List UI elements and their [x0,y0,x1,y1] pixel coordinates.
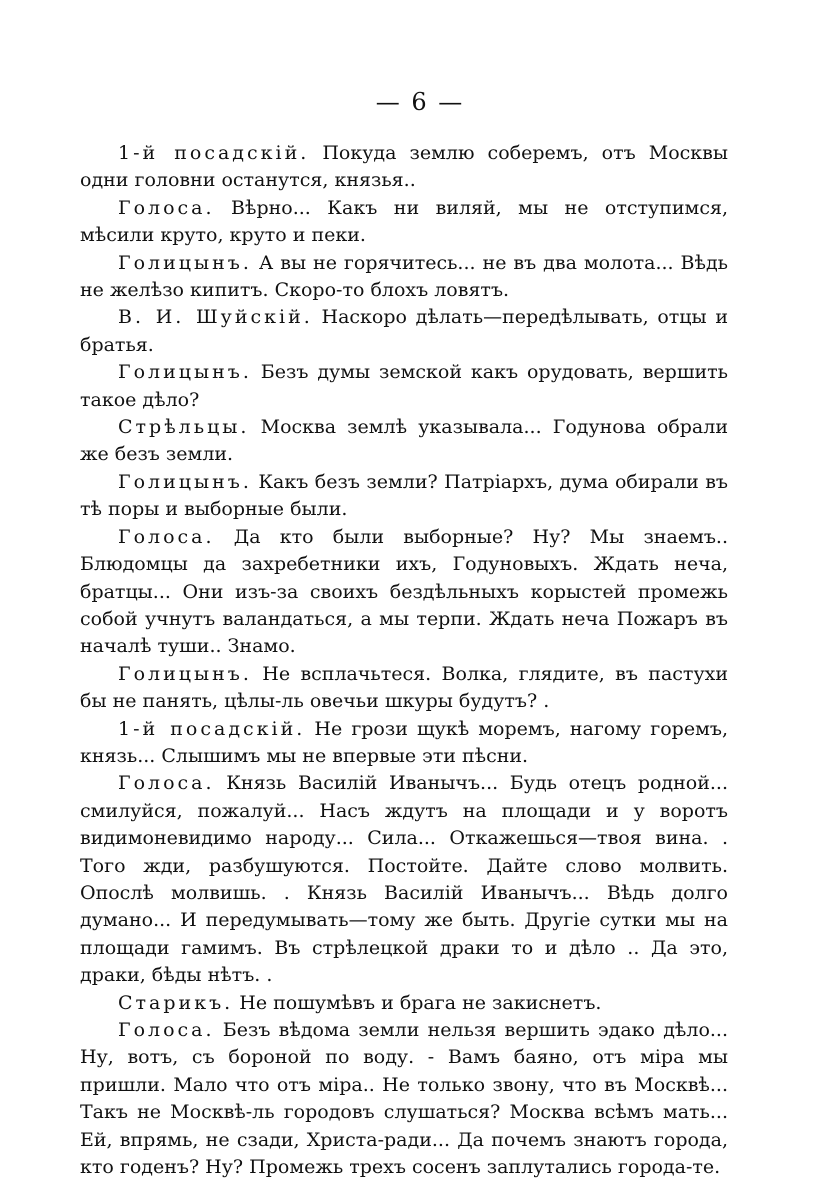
play-text [80,140,728,1181]
speaker-name: Стрѣльцы. [118,416,250,439]
dialogue-line: Наскоро дѣлать—передѣлывать, отцы и братья. [80,306,728,356]
dialogue-paragraph [80,195,728,250]
speaker-name: Голицынъ. [118,251,252,274]
speaker-name: Старикъ. [118,991,234,1014]
dialogue-paragraph [80,250,728,305]
dialogue-line: Какъ безъ земли? Патріархъ, дума обирали въ тѣ поры и выборные были. [80,470,728,521]
page-number: — 6 — [375,88,465,116]
dialogue-paragraph [80,304,728,359]
dialogue-line: Вѣрно... Какъ ни виляй, мы не отступимся, мѣсили круто, круто и пеки. [80,196,728,247]
dialogue-line: Не грози щукѣ моремъ, нагому горемъ, князь... Слышимъ мы не впервые эти пѣсни. [80,717,728,767]
dialogue-paragraph [80,1017,728,1181]
speaker-name: 1-й посадскій. [118,142,310,164]
speaker-name: 1-й посадскій. [118,717,306,740]
speaker-name: Голицынъ. [118,662,252,685]
dialogue-line: Безъ думы земской какъ орудовать, вершить такое дѣло? [80,361,728,411]
dialogue-line: Да кто были выборные? Ну? Мы знаемъ.. Блюдомцы да захребетники ихъ, Годуновыхъ. Ждать неча, братцы... Они изъ-за своихъ бездѣльныхъ корыстей промежь собой учнутъ валандаться, а мы терпи. Ждать неча Пожаръ въ началѣ туши.. Знамо. [80,525,728,658]
speaker-name: Голоса. [118,1019,215,1041]
dialogue-paragraph [80,990,728,1017]
dialogue-line: Безъ вѣдома земли нельзя вершить эдако дѣло... Ну, вотъ, съ бороной по воду. - Вамъ баяно, отъ міра мы пришли. Мало что отъ міра.. Не только звону, что въ Москвѣ... Такъ не Москвѣ-ль городовъ слушаться? Москва всѣмъ мать... Ей, впрямь, не сзади, Христа-ради... Да почемъ знаютъ города, кто годенъ? Ну? Промежь трехъ сосенъ заплутались города-те. [80,1019,729,1179]
dialogue-line: Не пошумѣвъ и брага не закиснетъ. [239,991,602,1014]
dialogue-line: Москва землѣ указывала... Годунова обрали же безъ земли. [80,416,728,466]
dialogue-paragraph [80,661,728,716]
dialogue-paragraph [80,770,728,989]
dialogue-paragraph [80,716,728,771]
dialogue-paragraph [80,414,728,469]
dialogue-paragraph [80,359,728,414]
speaker-name: Голицынъ. [118,361,252,384]
dialogue-line: Не всплачьтеся. Волка, глядите, въ пастухи бы не панять, цѣлы-ль овечьи шкуры будутъ? . [80,662,728,713]
dialogue-paragraph [80,140,728,195]
dialogue-line: Князь Василій Иванычъ... Будь отецъ родной... смилуйся, пожалуй... Насъ ждутъ на площади и у воротъ видимоневидимо народу... Сила... Откажешься—твоя вина. . Того жди, разбушуются. Постойте. Дайте слово молвить. Опослѣ молвишь. . Князь Василій Иванычъ... Вѣдь долго думано... И передумывать—тому же быть. Другіе сутки мы на площади гамимъ. Въ стрѣлецкой драки то и дѣло .. Да это, драки, бѣды нѣтъ. . [80,772,729,987]
dialogue-line: А вы не горячитесь... не въ два молота... Вѣдь не желѣзо кипитъ. Скоро-то блохъ ловятъ. [80,251,728,302]
dialogue-paragraph [80,524,728,661]
dialogue-paragraph [80,469,728,524]
speaker-name: Голоса. [118,772,215,795]
speaker-name: Голоса. [118,196,215,219]
speaker-name: Голицынъ. [118,470,252,493]
speaker-name: Голоса. [118,525,215,548]
dialogue-line: Покуда землю соберемъ, отъ Москвы одни головни останутся, князья.. [80,142,728,192]
speaker-name: В. И. Шуйскій. [118,306,313,329]
